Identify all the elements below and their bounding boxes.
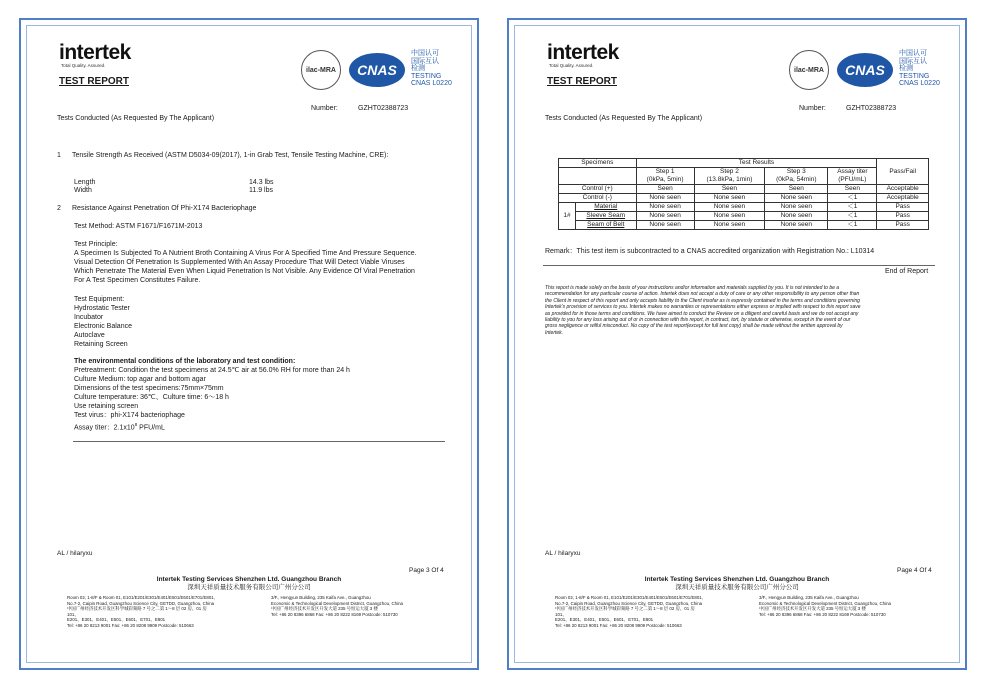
header-blank bbox=[559, 168, 637, 185]
row-titer: ＜1 bbox=[828, 194, 877, 203]
ilac-mra-icon: ilac-MRA bbox=[301, 50, 341, 90]
header-step-3: Step 3 (0kPa, 54min) bbox=[765, 168, 828, 185]
row-step-1: None seen bbox=[636, 221, 694, 230]
table-row bbox=[559, 203, 929, 212]
end-of-report: End of Report bbox=[885, 268, 929, 275]
header-step-2: Step 2 (13.8kPa, 1min) bbox=[694, 168, 765, 185]
number-value: GZHT02388723 bbox=[358, 105, 409, 112]
footer-address-left: Room 02, 1-8/F & Room 01, E101/E201/E301/E401/E501/E601/E701/E801, No.7-2, Caipin Road, Guangzhou Science City, GETDD, Guangzhou, China 中国广州经济技术开发区科学城彩频路 7 号之二第 1～8 层 02 房、01 房 101、 E201、E301、E401、E501、E601、E701、E801 Tel: +86 20 8213 9001 Fax: +86 20 8208 9909 Postcode: 510663 bbox=[67, 595, 215, 628]
cnas-text: 中国认可 国际互认 检测 TESTING CNAS L0220 bbox=[411, 50, 452, 87]
row-step-2: None seen bbox=[694, 212, 765, 221]
row-step-2: None seen bbox=[694, 221, 765, 230]
row-titer: ＜1 bbox=[828, 212, 877, 221]
number-label: Number: bbox=[799, 105, 826, 112]
row-result: Pass bbox=[877, 212, 929, 221]
intertek-tagline: Total Quality. Assured. bbox=[549, 63, 594, 68]
header-specimens: Specimens bbox=[559, 159, 637, 168]
header-assay-titer: Assay titer (PFU/mL) bbox=[828, 168, 877, 185]
row-step-3: None seen bbox=[765, 221, 828, 230]
section-2-number: 2 bbox=[57, 205, 61, 212]
tests-conducted: Tests Conducted (As Requested By The Applicant) bbox=[545, 115, 703, 122]
footer-address-right: 3/F., Hengyun Building, 235 Kaifa Ave., Guangzhou Economic & Technological Development District, Guangzhou, China 中国广州经济技术开发区开发大道 235 号恒运大厦 3 楼 Tel: +86 20 8396 6868 Fax: +86 20 8222 8169 Postcode: 510730 bbox=[759, 595, 891, 617]
header-pass-fail: Pass/Fail bbox=[877, 159, 929, 185]
company-cn: 深圳天祥质量技术服务有限公司广州分公司 bbox=[187, 584, 311, 591]
row-step-2: Seen bbox=[694, 185, 765, 194]
row-specimen: Sleeve Seam bbox=[575, 212, 636, 221]
page-number: Page 4 Of 4 bbox=[897, 567, 932, 574]
length-label: Length bbox=[74, 179, 96, 186]
row-specimen: Control (+) bbox=[559, 185, 637, 194]
company-cn: 深圳天祥质量技术服务有限公司广州分公司 bbox=[675, 584, 799, 591]
cnas-logo-icon: CNAS bbox=[837, 53, 893, 87]
signoff: AL / hilaryxu bbox=[57, 550, 93, 557]
row-step-2: None seen bbox=[694, 194, 765, 203]
test-method: Test Method: ASTM F1671/F1671M-2013 bbox=[74, 223, 203, 230]
cnas-text: 中国认可 国际互认 检测 TESTING CNAS L0220 bbox=[899, 50, 940, 87]
width-value: 11.9 lbs bbox=[249, 187, 273, 194]
row-result: Pass bbox=[877, 221, 929, 230]
row-result: Pass bbox=[877, 203, 929, 212]
row-result: Acceptable bbox=[877, 194, 929, 203]
env-title: The environmental conditions of the laboratory and test condition: bbox=[74, 358, 296, 365]
page-number: Page 3 Of 4 bbox=[409, 567, 444, 574]
row-step-1: None seen bbox=[636, 203, 694, 212]
equipment-list: Hydrostatic Tester Incubator Electronic Balance Autoclave Retaining Screen bbox=[74, 305, 132, 348]
row-titer: ＜1 bbox=[828, 221, 877, 230]
disclaimer: This report is made solely on the basis of your instructions and/or information and materials supplied by you. It is not intended to be a recommendation for any particular course of action. Intertek does not accept a duty of care or any other responsibility to any person other than the Client in respect of this report and only accepts liability to the Client insofar as is expressly contained in the terms and conditions governing Intertek's provision of services to you. Intertek makes no warranties or representations either express or implied with respect to this report save as provided for in those terms and conditions. We have aimed to conduct the Review on a diligent and careful basis and we do not accept any liability to you for any loss arising out of or in connection with this report, in contract, tort, by statute or otherwise, except in the event of our gross negligence or wilful misconduct. No copy of the test report(except for full text copy) shall be made without the written approval by Intertek. bbox=[545, 285, 861, 336]
header-test-results: Test Results bbox=[636, 159, 877, 168]
report-page-3 bbox=[19, 18, 479, 670]
row-specimen: Control (-) bbox=[559, 194, 637, 203]
divider bbox=[543, 265, 935, 266]
length-value: 14.3 lbs bbox=[249, 179, 274, 186]
row-titer: ＜1 bbox=[828, 203, 877, 212]
table-row bbox=[559, 212, 929, 221]
ilac-mra-icon: ilac-MRA bbox=[789, 50, 829, 90]
row-specimen: Material bbox=[575, 203, 636, 212]
report-page-4 bbox=[507, 18, 967, 670]
results-table bbox=[558, 158, 929, 230]
number-value: GZHT02388723 bbox=[846, 105, 897, 112]
intertek-logo: intertek bbox=[59, 41, 131, 64]
row-result: Acceptable bbox=[877, 185, 929, 194]
row-step-1: None seen bbox=[636, 212, 694, 221]
section-2-title: Resistance Against Penetration Of Phi-X174 Bacteriophage bbox=[72, 205, 257, 212]
footer-address-left: Room 02, 1-8/F & Room 01, E101/E201/E301/E401/E501/E601/E701/E801, No.7-2, Caipin Road, Guangzhou Science City, GETDD, Guangzhou, China 中国广州经济技术开发区科学城彩频路 7 号之二第 1～8 层 02 房、01 房 101、 E201、E301、E401、E501、E601、E701、E801 Tel: +86 20 8213 9001 Fax: +86 20 8208 9909 Postcode: 510663 bbox=[555, 595, 703, 628]
section-1-title: Tensile Strength As Received (ASTM D5034-09(2017), 1-in Grab Test, Tensile Testing Machine, CRE): bbox=[72, 152, 389, 159]
principle-text: A Specimen Is Subjected To A Nutrient Broth Containing A Virus For A Specified Time And Pressure Sequence. Visual Detection Of Penetration Is Supplemented With An Assay Procedure That Will Detect Viable Viruses Which Penetrate The Material Even When Liquid Penetration Is Not Visible. Any Evidence Of Viral Penetration For A Test Specimen Constitutes Failure. bbox=[74, 250, 417, 284]
section-1-number: 1 bbox=[57, 152, 61, 159]
equipment-label: Test Equipment: bbox=[74, 296, 125, 303]
company-en: Intertek Testing Services Shenzhen Ltd. Guangzhou Branch bbox=[156, 576, 342, 583]
report-title: TEST REPORT bbox=[547, 76, 618, 87]
intertek-tagline: Total Quality. Assured. bbox=[61, 63, 106, 68]
row-step-2: None seen bbox=[694, 203, 765, 212]
row-step-3: None seen bbox=[765, 212, 828, 221]
assay-titer: Assay titer：$2.1x10^8$ PFU/mL bbox=[74, 422, 165, 432]
footer-address-right: 3/F., Hengyun Building, 235 Kaifa Ave., Guangzhou Economic & Technological Development District, Guangzhou, China 中国广州经济技术开发区开发大道 235 号恒运大厦 3 楼 Tel: +86 20 8396 6868 Fax: +86 20 8222 8169 Postcode: 510730 bbox=[271, 595, 403, 617]
row-step-1: Seen bbox=[636, 185, 694, 194]
number-label: Number: bbox=[311, 105, 338, 112]
row-titer: Seen bbox=[828, 185, 877, 194]
company-en: Intertek Testing Services Shenzhen Ltd. Guangzhou Branch bbox=[644, 576, 830, 583]
remark: Remark：This test item is subcontracted to a CNAS accredited organization with Registration No.: L10314 bbox=[545, 248, 875, 255]
env-conditions: Pretreatment: Condition the test specimens at 24.5℃ air at 56.0% RH for more than 24 h Culture Medium: top agar and bottom agar Dimensions of the test specimens:75mm×75mm Culture temperature: 36℃、Culture time: 6～18 h Use retaining screen Test virus：phi-X174 bacteriophage Assay titer：$2.1x10^8$ PFU/mL bbox=[74, 367, 350, 432]
row-step-3: None seen bbox=[765, 194, 828, 203]
row-step-3: None seen bbox=[765, 203, 828, 212]
table-row bbox=[559, 194, 929, 203]
specimen-group-label: 1# bbox=[559, 203, 576, 230]
cnas-logo-icon: CNAS bbox=[349, 53, 405, 87]
table-row bbox=[559, 221, 929, 230]
header-step-1: Step 1 (0kPa, 5min) bbox=[636, 168, 694, 185]
table-row bbox=[559, 185, 929, 194]
row-step-3: Seen bbox=[765, 185, 828, 194]
row-specimen: Seam of Belt bbox=[575, 221, 636, 230]
divider bbox=[73, 441, 445, 442]
report-title: TEST REPORT bbox=[59, 76, 130, 87]
principle-label: Test Principle: bbox=[74, 241, 118, 248]
tests-conducted: Tests Conducted (As Requested By The Applicant) bbox=[57, 115, 215, 122]
row-step-1: None seen bbox=[636, 194, 694, 203]
width-label: Width bbox=[74, 187, 92, 194]
signoff: AL / hilaryxu bbox=[545, 550, 581, 557]
intertek-logo: intertek bbox=[547, 41, 619, 64]
